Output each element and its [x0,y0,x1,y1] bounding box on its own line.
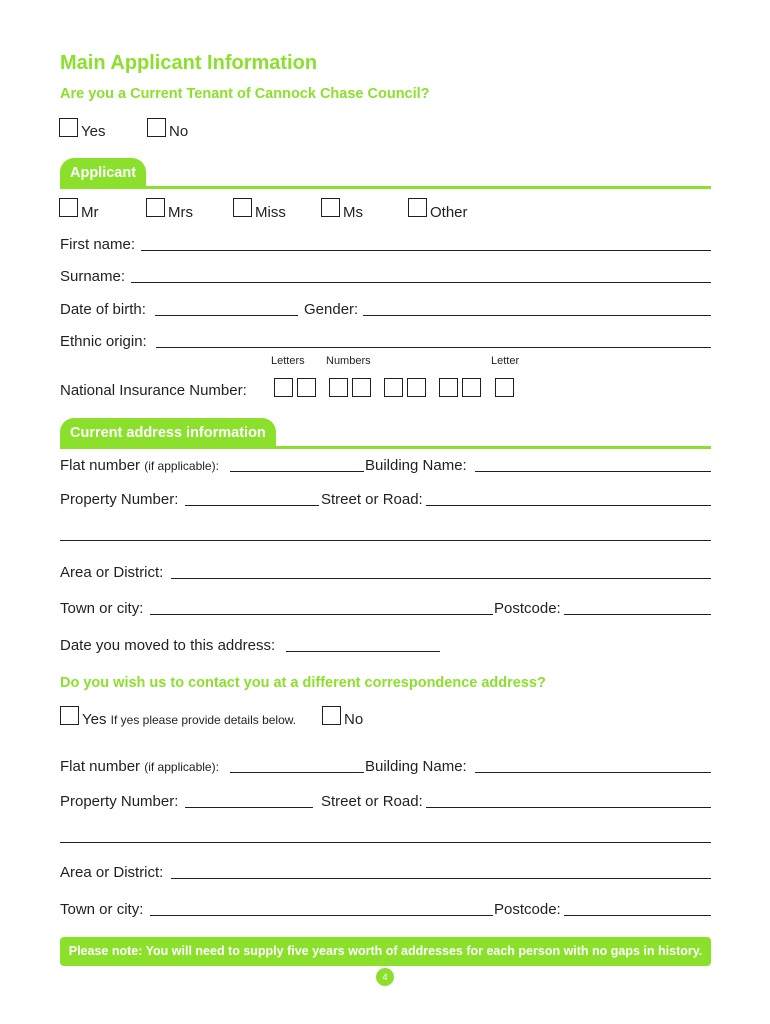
tenant-no-label: No [169,123,189,140]
gender-label: Gender: [304,301,359,318]
current-town-label: Town or city: [60,600,144,617]
current-property-label: Property Number: [60,491,179,508]
corr-street-field[interactable] [426,807,711,808]
corr-building-label: Building Name: [365,758,467,775]
surname-label: Surname: [60,268,126,285]
ni-box-1[interactable] [274,378,293,397]
corr-area-field[interactable] [171,878,711,879]
corr-town-label: Town or city: [60,901,144,918]
current-flat-label [60,457,219,474]
title-mr-checkbox[interactable] [59,198,78,217]
page-number: 4 [376,968,394,986]
current-town-field[interactable] [150,614,493,615]
current-address-extra-line[interactable] [60,540,711,541]
ni-hint-letter: Letter [491,355,520,367]
correspondence-yes-text: Yes [82,711,107,728]
current-flat-field[interactable] [230,471,364,472]
current-address-tab: Current address information [60,418,276,448]
applicant-tab-rule [60,186,711,189]
corr-area-label: Area or District: [60,864,164,881]
applicant-tab: Applicant [60,158,146,188]
corr-building-field[interactable] [475,772,711,773]
correspondence-yes-hint: If yes please provide details below. [110,713,297,727]
correspondence-no-checkbox[interactable] [322,706,341,725]
ni-hint-letters: Letters [271,355,305,367]
current-flat-label-text: Flat number [60,457,141,474]
correspondence-question: Do you wish us to contact you at a different correspondence address? [60,675,546,691]
title-mrs-checkbox[interactable] [146,198,165,217]
title-other-label: Other [430,204,468,221]
ethnic-origin-label: Ethnic origin: [60,333,147,350]
corr-postcode-label: Postcode: [494,901,561,918]
five-year-note: Please note: You will need to supply five years worth of addresses for each person with no gaps in history. [60,937,711,966]
current-flat-hint: (if applicable): [144,459,219,473]
gender-field[interactable] [363,315,711,316]
current-address-tab-rule [60,446,711,449]
correspondence-yes-checkbox[interactable] [60,706,79,725]
ethnic-origin-field[interactable] [156,347,711,348]
ni-box-8[interactable] [462,378,481,397]
ni-box-9[interactable] [495,378,514,397]
corr-address-extra-line[interactable] [60,842,711,843]
current-street-field[interactable] [426,505,711,506]
title-other-checkbox[interactable] [408,198,427,217]
corr-flat-field[interactable] [230,772,364,773]
title-mr-label: Mr [81,204,99,221]
tenant-yes-checkbox[interactable] [59,118,78,137]
current-postcode-label: Postcode: [494,600,561,617]
first-name-label: First name: [60,236,136,253]
ni-hint-numbers: Numbers [326,355,371,367]
ni-box-2[interactable] [297,378,316,397]
ni-box-4[interactable] [352,378,371,397]
ni-label: National Insurance Number: [60,382,247,399]
ni-box-7[interactable] [439,378,458,397]
correspondence-no-label: No [344,711,364,728]
page-title: Main Applicant Information [60,52,318,74]
first-name-field[interactable] [141,250,711,251]
ni-box-3[interactable] [329,378,348,397]
surname-field[interactable] [131,282,711,283]
title-miss-label: Miss [255,204,286,221]
corr-flat-hint: (if applicable): [144,760,219,774]
corr-postcode-field[interactable] [564,915,711,916]
title-miss-checkbox[interactable] [233,198,252,217]
title-ms-label: Ms [343,204,363,221]
corr-property-field[interactable] [185,807,313,808]
dob-label: Date of birth: [60,301,146,318]
tenant-question: Are you a Current Tenant of Cannock Chase Council? [60,86,430,102]
tenant-no-checkbox[interactable] [147,118,166,137]
title-ms-checkbox[interactable] [321,198,340,217]
tenant-yes-label: Yes [81,123,106,140]
correspondence-yes-label [82,711,296,728]
current-building-label: Building Name: [365,457,467,474]
current-postcode-field[interactable] [564,614,711,615]
current-property-field[interactable] [185,505,319,506]
current-area-field[interactable] [171,578,711,579]
current-area-label: Area or District: [60,564,164,581]
current-street-label: Street or Road: [321,491,423,508]
ni-box-6[interactable] [407,378,426,397]
corr-town-field[interactable] [150,915,493,916]
corr-property-label: Property Number: [60,793,179,810]
dob-field[interactable] [155,315,298,316]
ni-box-5[interactable] [384,378,403,397]
moved-date-field[interactable] [286,651,440,652]
corr-flat-label [60,758,219,775]
moved-date-label: Date you moved to this address: [60,637,276,654]
corr-flat-label-text: Flat number [60,758,141,775]
corr-street-label: Street or Road: [321,793,423,810]
current-building-field[interactable] [475,471,711,472]
title-mrs-label: Mrs [168,204,193,221]
